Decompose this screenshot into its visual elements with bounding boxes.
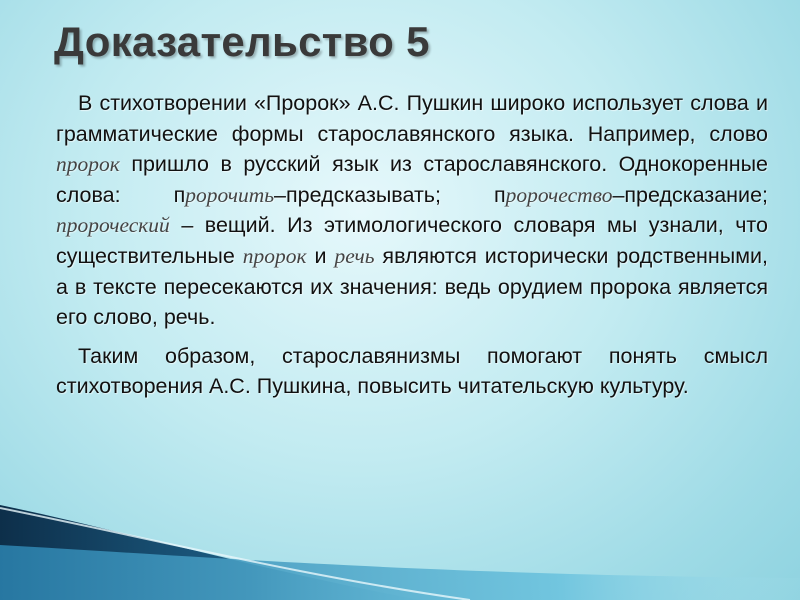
word-prorok-2: пророк [242, 243, 307, 268]
text-segment: –предсказывать; п [274, 182, 506, 207]
text-segment: пришло в русский язык из старославянского. Однокоренные слова: п [56, 152, 768, 207]
paragraph-2: Таким образом, старославянизмы помогают понять смысл стихотворения А.С. Пушкина, повысить читательскую культуру. [56, 343, 768, 399]
text-segment: являются исторически родственными, а в тексте пересекаются их значения: ведь орудием пророка является его слово, речь. [56, 243, 768, 330]
swoosh-light [0, 545, 800, 600]
word-prorochit: ророчить [185, 182, 275, 207]
text-segment: – вещий. Из этимологического словаря мы узнали, что существительные [56, 213, 768, 268]
slide-title: Доказательство 5 [54, 18, 430, 65]
text-segment: и [306, 243, 335, 268]
word-prorok: пророк [56, 152, 120, 177]
text-segment: –предсказание; [612, 182, 768, 207]
word-prorocheskiy: пророческий [56, 213, 170, 238]
word-rech: речь [334, 243, 375, 268]
word-prorochestvo: ророчество [505, 182, 613, 207]
paragraph-1 [56, 88, 768, 333]
decorative-swoosh [0, 470, 800, 600]
slide-body [56, 88, 768, 402]
text-segment: В стихотворении «Пророк» А.С. Пушкин широко использует слова и грамматические формы старославянского языка. Например, слово [56, 91, 768, 146]
